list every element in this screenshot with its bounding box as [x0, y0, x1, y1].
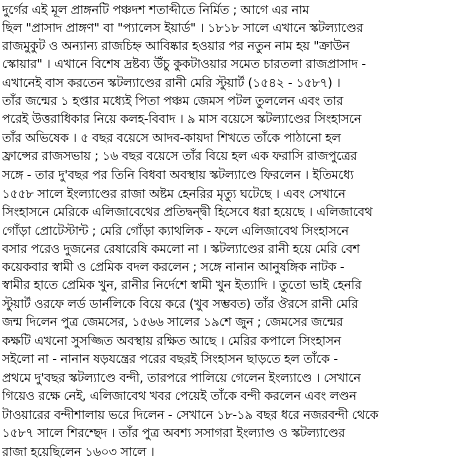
text-line-23: টাওয়ারের বন্দীশালায় ভরে দিলেন - সেখানে ১৮-১৯ বছর ধরে নজরবন্দী থেকে — [2, 407, 379, 422]
text-line-19: কক্ষটি এখনো সুসজ্জিত অবস্থায় রক্ষিত আছে । মেরির কপালে সিংহাসন — [2, 333, 341, 348]
text-line-18: জন্ম দিলেন পুত্র জেমসের, ১৫৬৬ সালের ১৯শে জুন ; জেমসের জন্মের — [2, 314, 343, 329]
text-line-11: ১৫৫৮ সালে ইংল্যাণ্ডের রাজা অষ্টম হেনরির মৃত্যু ঘটেছে । এবং সেখানে — [2, 186, 346, 201]
text-line-7: পরেই উত্তরাধিকার নিয়ে কলহ-বিবাদ । ৯ মাস বয়েসে স্কটল্যাণ্ডের সিংহাসনে — [2, 111, 362, 126]
text-line-22: গিয়েও রক্ষে নেই, এলিজাবেথ খবর পেয়েই তাঁকে বন্দী করলেন এবং লণ্ডন — [2, 388, 357, 403]
text-line-20: সইলো না - নানান ষড়যন্ত্রের পরের বছরই সিংহাসন ছাড়তে হল তাঁকে - — [2, 351, 338, 366]
text-line-12: সিংহাসনে মেরিকে এলিজাবেথের প্রতিদ্বন্দ্বী হিসেবে ধরা হয়েছে । এলিজাবেথ — [2, 204, 373, 219]
text-line-8: তাঁর অভিষেক । ৫ বছর বয়েসে আদব-কায়দা শিখতে তাঁকে পাঠানো হল — [2, 130, 341, 145]
text-line-1: দুর্গের এই মূল প্রাঙ্গনটি পঞ্চদশ শতাব্দীতে নির্মিত ; আগে এর নাম — [2, 2, 310, 17]
text-line-10: সঙ্গে - তার দু'বছর পর তিনি বিধবা অবস্থায় স্কটল্যাণ্ডে ফিরলেন । ইতিমধ্যে — [2, 167, 354, 182]
text-line-17: স্টুয়ার্ট ওরফে লর্ড ডার্নলিকে বিয়ে করে (খুব সম্ভবত) তাঁর ঔরসে রানী মেরি — [2, 296, 358, 311]
text-line-2: ছিল "প্রাসাদ প্রাঙ্গণ" বা "প্যালেস ইয়ার্ড" । ১৮১৮ সালে এখানে স্কটল্যাণ্ডের — [2, 20, 363, 35]
text-line-21: প্রথমে দু'বছর স্কটল্যাণ্ডে বন্দী, তারপরে পালিয়ে গেলেন ইংল্যাণ্ডে । সেখানে — [2, 370, 361, 385]
text-line-13: গোঁড়া প্রোটেস্টান্ট ; মেরি গোঁড়া ক্যাথলিক - ফলে এলিজাবেথ সিংহাসনে — [2, 223, 349, 238]
text-line-25: রাজা হয়েছিলেন ১৬০৩ সালে । — [2, 444, 155, 459]
text-line-6: তাঁর জন্মের ১ হপ্তার মধ্যেই পিতা পঞ্চম জেমস পটল তুললেন এবং তার — [2, 93, 344, 108]
text-line-9: ফ্রান্সের রাজসভায় ; ১৬ বছর বয়েসে তাঁর বিয়ে হল এক ফরাসি রাজপুত্রের — [2, 148, 357, 163]
text-line-14: বসার পরেও দুজনের রেষারেষি কমলো না । স্কটল্যাণ্ডের রানী হয়ে মেরি বেশ — [2, 241, 360, 256]
text-line-24: ১৫৮৭ সালে শিরশ্ছেদ । তাঁর পুত্র অবশ্য সসাগরা ইংল্যাণ্ড ও স্কটল্যাণ্ডের — [2, 425, 345, 440]
text-line-3: রাজমুকুট ও অন্যান্য রাজচিহ্ন আবিষ্কার হওয়ার পর নতুন নাম হয় "ক্রাউন — [2, 38, 350, 53]
text-line-15: কয়েকবার স্বামী ও প্রেমিক বদল করলেন ; সঙ্গে নানান আনুষঙ্গিক নাটক - — [2, 259, 345, 274]
text-line-16: স্বামীর হাতে প্রেমিক খুন, রানীর নির্দেশে স্বামী খুন ইত্যাদি । তুতো ভাই হেনরি — [2, 277, 362, 292]
text-line-4: স্কোয়ার" । এখানে বিশেষ দ্রষ্টব্য উঁচু কুকটাওয়ার সমেত চারতলা রাজপ্রাসাদ - — [2, 56, 366, 71]
text-line-5: এখানেই বাস করতেন স্কটল্যাণ্ডের রানী মেরি স্টুয়ার্ট (১৫৪২ - ১৫৮৭) । — [2, 75, 341, 90]
